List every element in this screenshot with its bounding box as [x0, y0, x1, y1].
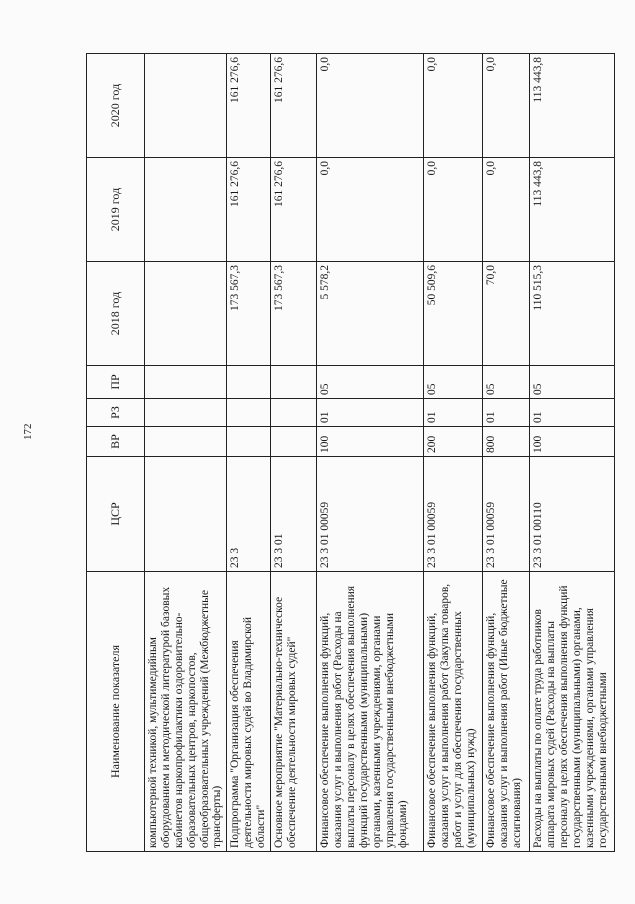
cell-2020: 161 276,6 — [227, 54, 271, 158]
cell-pr — [227, 366, 271, 399]
header-row — [87, 54, 145, 852]
cell-vr — [271, 427, 317, 457]
cell-vr: 100 — [317, 427, 424, 457]
cell-name: компьютерной техникой, мультимедийным оборудованием и методической литературой базовых кабинетов наркопрофилактики оздоровительно-образовательных центров, наркопостов, общеобразовательных учреждений (Межбюджетные трансферты) — [145, 572, 227, 852]
cell-2018 — [145, 262, 227, 366]
cell-name: Финансовое обеспечение выполнения функций, оказания услуг и выполнения работ (Закупка товаров, работ и услуг для обеспечения государственных (муниципальных) нужд) — [424, 572, 483, 852]
cell-pr: 05 — [317, 366, 424, 399]
cell-rz — [145, 399, 227, 427]
cell-rz: 01 — [424, 399, 483, 427]
budget-table — [86, 53, 615, 852]
header-name: Наименование показателя — [87, 572, 145, 852]
cell-2019: 161 276,6 — [271, 158, 317, 262]
cell-vr — [227, 427, 271, 457]
cell-csr: 23 3 01 00110 — [530, 457, 615, 572]
cell-2020: 0,0 — [483, 54, 530, 158]
cell-2020: 113 443,8 — [530, 54, 615, 158]
cell-rz — [227, 399, 271, 427]
cell-rz — [271, 399, 317, 427]
cell-2019: 161 276,6 — [227, 158, 271, 262]
cell-pr: 05 — [424, 366, 483, 399]
cell-2018: 50 509,6 — [424, 262, 483, 366]
cell-2020 — [145, 54, 227, 158]
cell-2018: 173 567,3 — [271, 262, 317, 366]
cell-pr: 05 — [483, 366, 530, 399]
cell-rz: 01 — [317, 399, 424, 427]
cell-csr: 23 3 — [227, 457, 271, 572]
table-row — [145, 54, 227, 852]
cell-vr: 200 — [424, 427, 483, 457]
cell-pr — [145, 366, 227, 399]
cell-2018: 70,0 — [483, 262, 530, 366]
cell-vr — [145, 427, 227, 457]
rotated-table-container — [86, 54, 611, 852]
page-number: 172 — [22, 423, 34, 440]
cell-csr: 23 3 01 00059 — [424, 457, 483, 572]
cell-name: Основное мероприятие "Материально-техническое обеспечение деятельности мировых судей" — [271, 572, 317, 852]
cell-vr: 800 — [483, 427, 530, 457]
cell-name: Финансовое обеспечение выполнения функций, оказания услуг и выполнения работ (Расходы на выплаты персоналу в целях обеспечения выполнения функций государственными (муниципальными) органами, казенными учреждениями, органами управления государственными внебюджетными фондами) — [317, 572, 424, 852]
table-row — [227, 54, 271, 852]
cell-pr — [271, 366, 317, 399]
cell-2020: 0,0 — [317, 54, 424, 158]
cell-2020: 0,0 — [424, 54, 483, 158]
table-row — [317, 54, 424, 852]
header-pr: ПР — [87, 366, 145, 399]
cell-csr: 23 3 01 00059 — [483, 457, 530, 572]
cell-2019 — [145, 158, 227, 262]
cell-2020: 161 276,6 — [271, 54, 317, 158]
cell-csr — [145, 457, 227, 572]
header-csr: ЦСР — [87, 457, 145, 572]
header-rz: РЗ — [87, 399, 145, 427]
header-2019: 2019 год — [87, 158, 145, 262]
header-2018: 2018 год — [87, 262, 145, 366]
cell-csr: 23 3 01 — [271, 457, 317, 572]
cell-name: Подпрограмма "Организация обеспечения деятельности мировых судей во Владимирской области" — [227, 572, 271, 852]
table-row — [424, 54, 483, 852]
cell-2018: 110 515,3 — [530, 262, 615, 366]
cell-2019: 0,0 — [317, 158, 424, 262]
cell-pr: 05 — [530, 366, 615, 399]
cell-name: Финансовое обеспечение выполнения функций, оказания услуг и выполнения работ (Иные бюджетные ассигнования) — [483, 572, 530, 852]
cell-rz: 01 — [530, 399, 615, 427]
cell-csr: 23 3 01 00059 — [317, 457, 424, 572]
table-row — [530, 54, 615, 852]
cell-2018: 5 578,2 — [317, 262, 424, 366]
table-row — [483, 54, 530, 852]
cell-2019: 113 443,8 — [530, 158, 615, 262]
header-vr: ВР — [87, 427, 145, 457]
cell-2018: 173 567,3 — [227, 262, 271, 366]
cell-name: Расходы на выплаты по оплате труда работников аппарата мировых судей (Расходы на выплаты персоналу в целях обеспечения выполнения функций государственными (муниципальными) органами, казенными учреждениями, органами управления государственными внебюджетными — [530, 572, 615, 852]
header-2020: 2020 год — [87, 54, 145, 158]
cell-vr: 100 — [530, 427, 615, 457]
cell-rz: 01 — [483, 399, 530, 427]
cell-2019: 0,0 — [483, 158, 530, 262]
cell-2019: 0,0 — [424, 158, 483, 262]
table-row — [271, 54, 317, 852]
